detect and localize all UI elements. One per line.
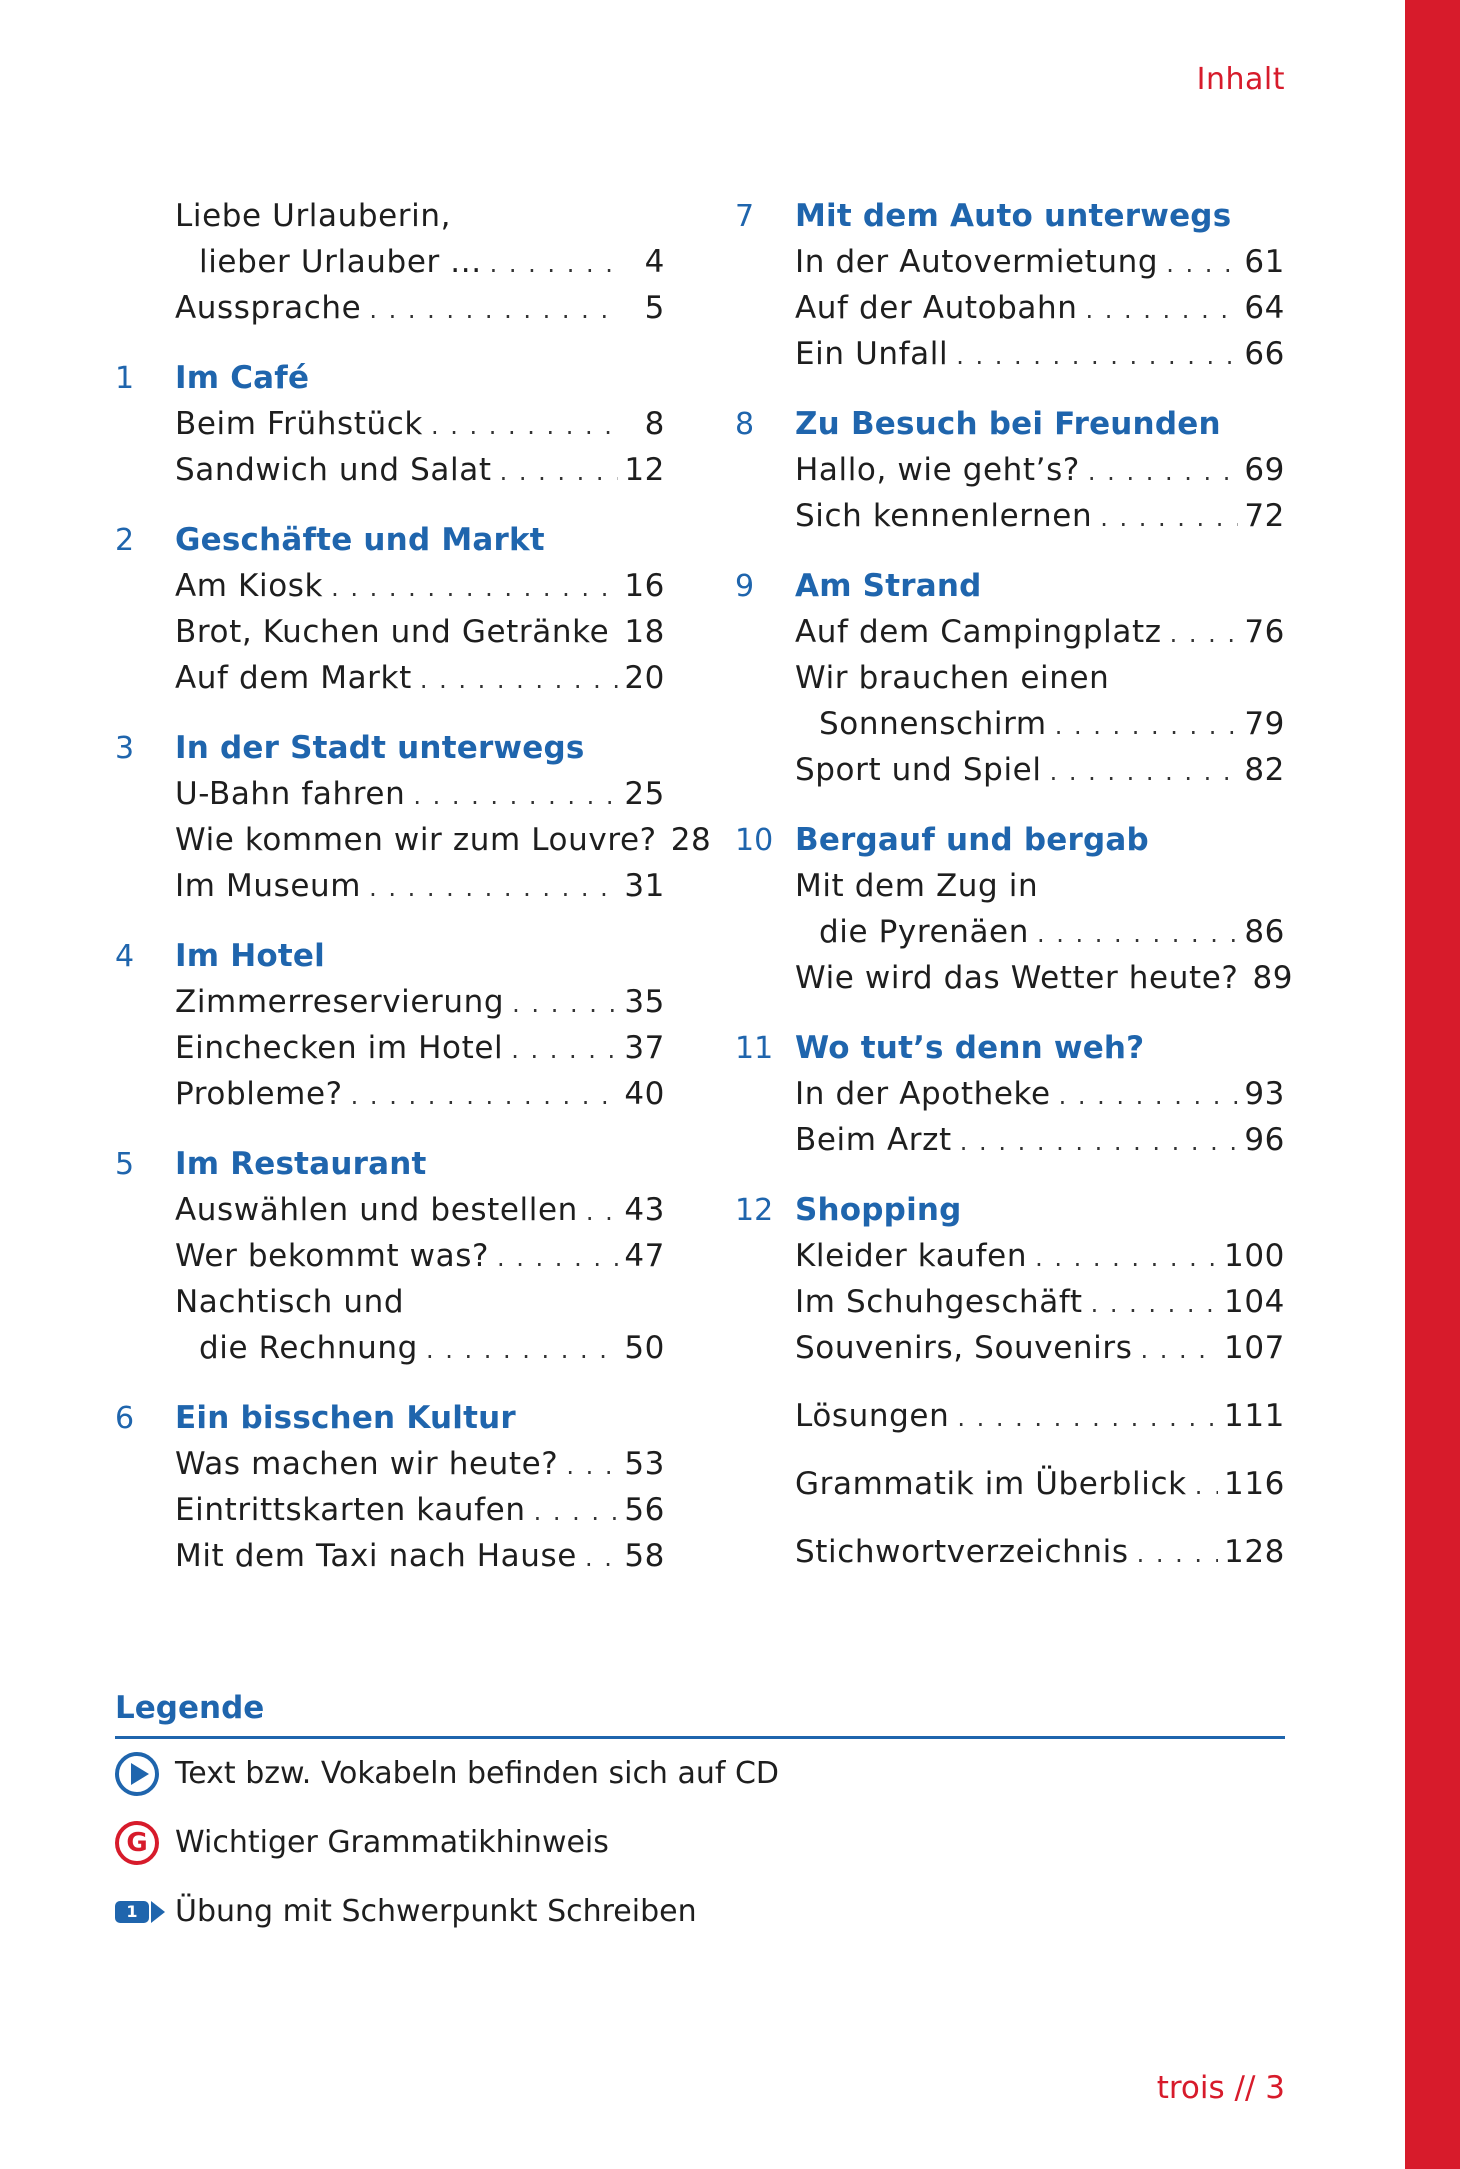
toc-entry-title: Auswählen und bestellen	[175, 1192, 578, 1228]
chapter-heading	[115, 1146, 665, 1192]
toc-entry-title: Grammatik im Überblick	[795, 1466, 1187, 1502]
toc-entry-title: Mit dem Zug in	[795, 868, 1039, 904]
dot-leader	[512, 990, 618, 1018]
dot-leader	[957, 1404, 1218, 1432]
toc-page-number: 72	[1244, 498, 1285, 534]
grammar-g-icon: G	[115, 1821, 159, 1865]
chapter-title: Ein bisschen Kultur	[175, 1400, 516, 1436]
toc-page-number: 16	[624, 568, 665, 604]
toc-page-number: 61	[1244, 244, 1285, 280]
chapter-number: 6	[115, 1401, 135, 1436]
chapter-number: 2	[115, 523, 135, 558]
toc-entry	[175, 406, 665, 452]
toc-entry	[795, 1466, 1285, 1512]
toc-chapter	[735, 198, 1285, 382]
dot-leader	[1035, 1244, 1218, 1272]
toc-entry	[175, 822, 712, 868]
toc-chapter	[735, 406, 1285, 544]
chapter-title: Shopping	[795, 1192, 962, 1228]
toc-entry-title: Sandwich und Salat	[175, 452, 492, 488]
toc-entry-title: Souvenirs, Souvenirs	[795, 1330, 1133, 1366]
toc-page-number: 69	[1244, 452, 1285, 488]
chapter-title: Am Strand	[795, 568, 982, 604]
toc-entry-title: Auf dem Campingplatz	[795, 614, 1162, 650]
toc-page-number: 93	[1244, 1076, 1285, 1112]
toc-entry-title: Mit dem Taxi nach Hause	[175, 1538, 577, 1574]
toc-entry	[175, 776, 665, 822]
dot-leader	[534, 1498, 619, 1526]
page-number: 3	[1265, 2070, 1285, 2106]
toc-page-number: 18	[624, 614, 665, 650]
toc-entry	[795, 290, 1285, 336]
toc-entry-title: Hallo, wie geht’s?	[795, 452, 1080, 488]
toc-page-number: 20	[624, 660, 665, 696]
toc-entry-title: Ein Unfall	[795, 336, 949, 372]
dot-leader	[369, 296, 619, 324]
toc-right-column	[735, 198, 1294, 1580]
toc-entry-title: Beim Arzt	[795, 1122, 952, 1158]
chapter-heading	[115, 938, 665, 984]
toc-entry-title: Lösungen	[795, 1398, 950, 1434]
toc-chapter	[115, 1400, 665, 1584]
dot-leader	[431, 412, 619, 440]
dot-leader	[1140, 1336, 1218, 1364]
toc-page-number: 28	[670, 822, 712, 858]
toc-page-number: 53	[624, 1446, 665, 1482]
toc-page-number: 56	[624, 1492, 665, 1528]
page-footer	[1157, 2070, 1285, 2106]
toc-entry	[175, 614, 665, 660]
dot-leader	[960, 1128, 1239, 1156]
toc-page-number: 37	[624, 1030, 665, 1066]
chapter-heading	[735, 406, 1285, 452]
toc-entry	[175, 1538, 665, 1584]
toc-entry	[819, 706, 1285, 752]
toc-entry-title: Wir brauchen einen	[795, 660, 1110, 696]
toc-entry-title: Zimmerreservierung	[175, 984, 505, 1020]
toc-entry-title: Sich kennenlernen	[795, 498, 1093, 534]
toc-page-number: 50	[624, 1330, 665, 1366]
toc-entry-title: In der Apotheke	[795, 1076, 1051, 1112]
toc-page-number: 58	[624, 1538, 665, 1574]
dot-leader	[1050, 758, 1239, 786]
chapter-heading	[115, 522, 665, 568]
dot-leader	[956, 342, 1238, 370]
toc-entry	[795, 1534, 1285, 1580]
chapter-title: Zu Besuch bei Freunden	[795, 406, 1221, 442]
toc-entry	[175, 452, 665, 498]
toc-entry	[795, 868, 1285, 914]
toc-entry	[795, 1398, 1285, 1444]
chapter-number: 5	[115, 1147, 135, 1182]
toc-entry	[175, 660, 665, 706]
dot-leader	[1166, 250, 1238, 278]
toc-entry-title: Liebe Urlauberin,	[175, 198, 452, 234]
toc-entry	[795, 498, 1285, 544]
toc-left-column	[115, 198, 712, 1584]
toc-entry-title: Stichwortverzeichnis	[795, 1534, 1129, 1570]
dot-leader	[1055, 712, 1239, 740]
toc-page-number: 111	[1224, 1398, 1285, 1434]
legend-item-exercise	[115, 1877, 1285, 1946]
legend-item-cd	[115, 1739, 1285, 1808]
dot-leader	[585, 1544, 618, 1572]
chapter-title: In der Stadt unterwegs	[175, 730, 585, 766]
toc-page-number: 76	[1244, 614, 1285, 650]
toc-page-number: 35	[624, 984, 665, 1020]
toc-entry	[795, 1238, 1285, 1284]
chapter-heading	[735, 568, 1285, 614]
toc-entry-title: Im Schuhgeschäft	[795, 1284, 1083, 1320]
legend-item-text: Text bzw. Vokabeln befinden sich auf CD	[175, 1756, 780, 1791]
toc-page-number: 82	[1244, 752, 1285, 788]
toc-chapter	[735, 1030, 1285, 1168]
toc-entry	[199, 1330, 665, 1376]
toc-chapter	[115, 938, 665, 1122]
dot-leader	[497, 1244, 618, 1272]
chapter-title: Wo tut’s denn weh?	[795, 1030, 1145, 1066]
toc-entry	[175, 1076, 665, 1122]
toc-entry	[175, 984, 665, 1030]
toc-chapter	[735, 568, 1285, 798]
toc-page-number: 25	[624, 776, 665, 812]
footer-separator: //	[1234, 2070, 1256, 2106]
toc-entry-title: Sonnenschirm	[819, 706, 1047, 742]
toc-page-number: 31	[624, 868, 665, 904]
dot-leader	[566, 1452, 618, 1480]
chapter-title: Mit dem Auto unterwegs	[795, 198, 1232, 234]
dot-leader	[331, 574, 618, 602]
toc-page-number: 64	[1244, 290, 1285, 326]
toc-chapter	[115, 1146, 665, 1376]
chapter-number: 3	[115, 731, 135, 766]
chapter-title: Im Hotel	[175, 938, 325, 974]
toc-entry-title: Was machen wir heute?	[175, 1446, 559, 1482]
toc-page-number: 79	[1244, 706, 1285, 742]
dot-leader	[1059, 1082, 1239, 1110]
chapter-heading	[735, 198, 1285, 244]
toc-entry	[795, 960, 1294, 1006]
legend	[115, 1690, 1285, 1946]
toc-page-number: 5	[644, 290, 665, 326]
chapter-heading	[115, 1400, 665, 1446]
page-header: Inhalt	[1196, 62, 1285, 97]
toc-entry	[175, 198, 665, 244]
toc-chapter	[735, 822, 1294, 1006]
chapter-title: Geschäfte und Markt	[175, 522, 545, 558]
chapter-number: 4	[115, 939, 135, 974]
toc-entry	[795, 1284, 1285, 1330]
toc-chapter	[115, 360, 665, 498]
chapter-number: 9	[735, 569, 755, 604]
legend-title: Legende	[115, 1690, 1285, 1739]
dot-leader	[420, 666, 619, 694]
chapter-number: 1	[115, 361, 135, 396]
toc-entry-title: die Pyrenäen	[819, 914, 1029, 950]
toc-entry-title: die Rechnung	[199, 1330, 418, 1366]
toc-entry	[795, 1076, 1285, 1122]
toc-entry	[175, 568, 665, 614]
dot-leader	[1091, 1290, 1218, 1318]
toc-entry	[175, 1030, 665, 1076]
toc-entry	[175, 1192, 665, 1238]
chapter-heading	[735, 1192, 1285, 1238]
dot-leader	[1137, 1540, 1218, 1568]
toc-entry	[199, 244, 665, 290]
chapter-number: 7	[735, 199, 755, 234]
toc-page-number: 104	[1224, 1284, 1285, 1320]
toc-page-number: 100	[1224, 1238, 1285, 1274]
dot-leader	[586, 1198, 618, 1226]
toc-entry	[795, 244, 1285, 290]
toc-page-number: 86	[1244, 914, 1285, 950]
dot-leader	[500, 458, 619, 486]
dot-leader	[511, 1036, 618, 1064]
legend-item-text: Wichtiger Grammatikhinweis	[175, 1825, 609, 1860]
chapter-number: 8	[735, 407, 755, 442]
toc-entry	[795, 1330, 1285, 1376]
toc-entry-title: Eintrittskarten kaufen	[175, 1492, 526, 1528]
toc-entry-title: Probleme?	[175, 1076, 343, 1112]
toc-entry	[175, 1446, 665, 1492]
toc-entry	[795, 336, 1285, 382]
dot-leader	[1100, 504, 1238, 532]
toc-entry-title: Am Kiosk	[175, 568, 324, 604]
toc-entry-title: Auf dem Markt	[175, 660, 412, 696]
dot-leader	[1088, 458, 1238, 486]
exercise-tag-icon: 1	[115, 1901, 165, 1923]
toc-entry-title: Kleider kaufen	[795, 1238, 1028, 1274]
toc-entry	[175, 290, 665, 336]
toc-entry	[795, 452, 1285, 498]
toc-entry-title: Auf der Autobahn	[795, 290, 1078, 326]
toc-entry	[819, 914, 1285, 960]
dot-leader	[369, 874, 618, 902]
chapter-heading	[735, 1030, 1285, 1076]
toc-entry-title: In der Autovermietung	[795, 244, 1159, 280]
toc-entry-title: U-Bahn fahren	[175, 776, 406, 812]
dot-leader	[351, 1082, 619, 1110]
toc-entry	[795, 660, 1285, 706]
legend-item-text: Übung mit Schwerpunkt Schreiben	[175, 1894, 697, 1929]
cd-play-icon	[115, 1752, 159, 1796]
toc-page-number: 96	[1244, 1122, 1285, 1158]
toc-chapter	[115, 522, 665, 706]
chapter-heading	[115, 360, 665, 406]
toc-entry-title: lieber Urlauber ...	[199, 244, 482, 280]
dot-leader	[1170, 620, 1239, 648]
toc-entry-title: Sport und Spiel	[795, 752, 1042, 788]
toc-entry-title: Wie kommen wir zum Louvre?	[175, 822, 657, 858]
chapter-heading	[115, 730, 665, 776]
dot-leader	[426, 1336, 618, 1364]
toc-page-number: 116	[1224, 1466, 1285, 1502]
dot-leader	[1037, 920, 1238, 948]
toc-entry-title: Beim Frühstück	[175, 406, 423, 442]
toc-page-number: 66	[1244, 336, 1285, 372]
toc-page-number: 12	[624, 452, 665, 488]
toc-entry-title: Wie wird das Wetter heute?	[795, 960, 1239, 996]
red-side-bar	[1405, 0, 1460, 2169]
chapter-title: Im Café	[175, 360, 310, 396]
toc-page-number: 128	[1224, 1534, 1285, 1570]
toc-page-number: 40	[624, 1076, 665, 1112]
toc-entry-title: Nachtisch und	[175, 1284, 405, 1320]
dot-leader	[1195, 1472, 1218, 1500]
footer-word: trois	[1156, 2070, 1225, 2106]
chapter-number: 10	[735, 823, 774, 858]
toc-entry	[795, 752, 1285, 798]
toc-chapter	[115, 730, 712, 914]
toc-entry-title: Brot, Kuchen und Getränke	[175, 614, 610, 650]
chapter-title: Im Restaurant	[175, 1146, 427, 1182]
toc-page-number: 4	[644, 244, 665, 280]
chapter-title: Bergauf und bergab	[795, 822, 1149, 858]
dot-leader	[1086, 296, 1239, 324]
chapter-number: 12	[735, 1193, 774, 1228]
toc-entry-title: Im Museum	[175, 868, 362, 904]
dot-leader	[413, 782, 618, 810]
toc-entry	[175, 1284, 665, 1330]
toc-page-number: 89	[1252, 960, 1294, 996]
dot-leader	[490, 250, 619, 278]
chapter-heading	[735, 822, 1285, 868]
toc-entry	[175, 1238, 665, 1284]
toc-entry	[795, 1122, 1285, 1168]
toc-entry-title: Aussprache	[175, 290, 362, 326]
legend-item-grammar	[115, 1808, 1285, 1877]
toc-page-number: 8	[644, 406, 665, 442]
toc-page-number: 107	[1224, 1330, 1285, 1366]
toc-entry-title: Einchecken im Hotel	[175, 1030, 504, 1066]
toc-page-number: 47	[624, 1238, 665, 1274]
toc-chapter	[735, 1192, 1285, 1376]
toc-entry	[175, 868, 665, 914]
toc-entry-title: Wer bekommt was?	[175, 1238, 490, 1274]
chapter-number: 11	[735, 1031, 774, 1066]
toc-page-number: 43	[624, 1192, 665, 1228]
toc-entry	[795, 614, 1285, 660]
toc-entry	[175, 1492, 665, 1538]
